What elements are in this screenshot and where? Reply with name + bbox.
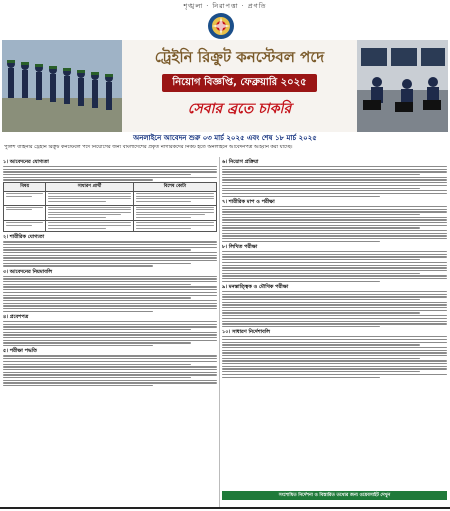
control-room-photo xyxy=(357,40,448,132)
text-line xyxy=(136,193,214,194)
text-line xyxy=(222,166,447,167)
text-line xyxy=(222,217,447,218)
text-line xyxy=(222,326,380,327)
text-line xyxy=(222,302,447,303)
section-body xyxy=(222,336,447,378)
text-line xyxy=(3,380,217,381)
text-line xyxy=(3,284,191,285)
text-line xyxy=(222,174,420,175)
application-deadline: অনলাইনে আবেদন শুরু ০৩ মার্চ ২০২৫ এবং শেষ ১৮ মার্চ ২০২৫ xyxy=(133,134,317,142)
text-line xyxy=(222,169,447,170)
text-line xyxy=(3,308,217,309)
text-line xyxy=(222,304,447,305)
text-line xyxy=(3,265,153,266)
text-line xyxy=(3,361,217,362)
text-line xyxy=(222,262,447,263)
section-body xyxy=(3,355,217,386)
text-line xyxy=(222,336,447,337)
text-line xyxy=(136,196,214,197)
text-line xyxy=(3,255,217,256)
text-line xyxy=(222,296,447,297)
text-line xyxy=(222,347,447,348)
text-line xyxy=(222,265,447,266)
text-line xyxy=(3,260,217,261)
text-line xyxy=(222,227,420,228)
text-line xyxy=(222,352,447,353)
right-column xyxy=(222,157,447,507)
text-line xyxy=(222,259,420,260)
text-line xyxy=(222,233,447,234)
text-line xyxy=(222,185,447,186)
text-line xyxy=(3,174,191,175)
section-body xyxy=(3,276,217,312)
text-line xyxy=(222,222,447,223)
text-line xyxy=(222,193,447,194)
text-line xyxy=(3,166,217,167)
text-line xyxy=(222,363,447,364)
motto: শৃঙ্খলা · নিরাপত্তা · প্রগতি xyxy=(183,2,267,10)
table-header-cell: বিশেষ কোটা xyxy=(133,183,216,192)
text-line xyxy=(3,281,217,282)
text-line xyxy=(222,321,447,322)
text-line xyxy=(222,177,447,178)
text-line xyxy=(48,212,130,213)
intro-text: পুলিশ বাহিনীর ট্রেইনি রিক্রুট কনস্টেবল পদে নিয়োগের জন্য বাংলাদেশের প্রকৃত নাগরিকদের নিকট হতে অনলাইনে আবেদনপত্র আহ্বান করা যাচ্ছে। xyxy=(4,145,293,150)
column-divider xyxy=(219,157,220,507)
section-body xyxy=(222,166,447,197)
section-title: ৫। পরীক্ষা পদ্ধতি xyxy=(3,348,37,355)
text-line xyxy=(136,198,214,199)
text-line xyxy=(48,207,130,208)
text-line xyxy=(48,201,106,202)
text-line xyxy=(3,263,191,264)
text-line xyxy=(3,337,217,338)
title-band xyxy=(122,40,357,132)
table-cell xyxy=(133,205,216,221)
text-line xyxy=(3,364,191,365)
text-line xyxy=(222,307,447,308)
table-cell xyxy=(46,221,133,232)
text-line xyxy=(222,339,447,340)
text-line xyxy=(48,214,121,215)
text-line xyxy=(136,207,214,208)
text-line xyxy=(3,382,217,383)
police-emblem-icon xyxy=(206,11,236,41)
text-line xyxy=(3,241,217,242)
text-line xyxy=(222,211,447,212)
table-cell xyxy=(46,192,133,205)
text-line xyxy=(6,225,32,226)
text-line xyxy=(136,212,214,213)
text-line xyxy=(222,278,447,279)
section-title: ৪। প্রবেশপত্র xyxy=(3,313,29,320)
text-line xyxy=(3,311,153,312)
text-line xyxy=(3,355,217,356)
table-cell xyxy=(4,205,46,221)
text-line xyxy=(3,257,217,258)
section-title: ২। শারীরিক যোগ্যতা xyxy=(3,234,45,241)
text-line xyxy=(222,275,447,276)
text-line xyxy=(48,228,106,229)
text-line xyxy=(222,188,420,189)
text-line xyxy=(222,299,420,300)
text-line xyxy=(222,366,447,367)
text-line xyxy=(3,321,217,322)
slogan: সেবার ব্রতে চাকরি xyxy=(187,101,292,117)
text-line xyxy=(222,318,447,319)
text-line xyxy=(222,182,447,183)
text-line xyxy=(3,358,217,359)
text-line xyxy=(6,209,32,210)
section-title: ৯। মনস্তাত্ত্বিক ও মৌখিক পরীক্ষা xyxy=(222,283,289,290)
text-line xyxy=(222,225,447,226)
table-cell xyxy=(4,221,46,232)
text-line xyxy=(222,219,447,220)
text-line xyxy=(222,312,420,313)
text-line xyxy=(136,225,214,226)
section-body xyxy=(222,251,447,282)
left-column xyxy=(3,157,217,507)
text-line xyxy=(48,198,130,199)
text-line xyxy=(3,249,191,250)
text-line xyxy=(3,324,217,325)
text-line xyxy=(222,310,447,311)
text-line xyxy=(3,289,217,290)
text-line xyxy=(136,209,214,210)
text-line xyxy=(222,214,420,215)
text-line xyxy=(3,276,217,277)
text-line xyxy=(222,360,447,361)
text-line xyxy=(222,238,447,239)
text-line xyxy=(222,256,447,257)
text-line xyxy=(222,230,447,231)
text-line xyxy=(222,196,380,197)
text-line xyxy=(6,196,32,197)
text-line xyxy=(222,270,447,271)
text-line xyxy=(3,369,217,370)
text-line xyxy=(222,179,447,180)
text-line xyxy=(3,340,217,341)
text-line xyxy=(3,286,217,287)
text-line xyxy=(3,377,191,378)
section-body xyxy=(3,166,217,181)
text-line xyxy=(222,371,420,372)
text-line xyxy=(3,342,191,343)
text-line xyxy=(3,345,153,346)
text-line xyxy=(222,374,447,375)
text-line xyxy=(222,241,380,242)
text-line xyxy=(3,169,217,170)
section-title: ৬। নিয়োগ প্রক্রিয়া xyxy=(222,159,259,165)
text-line xyxy=(48,222,130,223)
text-line xyxy=(136,201,191,202)
text-line xyxy=(222,323,447,324)
text-line xyxy=(3,326,217,327)
text-line xyxy=(222,273,420,274)
notice-title: ট্রেইনি রিক্রুট কনস্টেবল পদে xyxy=(154,48,325,66)
text-line xyxy=(6,193,43,194)
text-line xyxy=(48,196,130,197)
text-line xyxy=(222,281,380,282)
text-line xyxy=(222,267,447,268)
text-line xyxy=(222,315,447,316)
text-line xyxy=(3,374,217,375)
section-body xyxy=(222,206,447,242)
section-body xyxy=(3,241,217,266)
text-line xyxy=(3,247,217,248)
text-line xyxy=(48,225,130,226)
text-line xyxy=(222,235,447,236)
text-line xyxy=(222,294,447,295)
text-line xyxy=(3,297,191,298)
text-line xyxy=(3,171,217,172)
text-line xyxy=(3,252,217,253)
text-line xyxy=(6,222,43,223)
marching-police-photo xyxy=(2,40,122,132)
text-line xyxy=(3,300,217,301)
bottom-rule xyxy=(0,507,450,509)
section-title: ৭। শারীরিক মাপ ও পরীক্ষা xyxy=(222,198,275,205)
notice-subtitle: নিয়োগ বিজ্ঞপ্তি, ফেব্রুয়ারি ২০২৫ xyxy=(162,74,317,92)
text-line xyxy=(222,251,447,252)
text-line xyxy=(222,377,380,378)
footer-note-bar: সংশোধিত নির্দেশনা ও বিস্তারিত তথ্যের জন্য ওয়েবসাইট দেখুন xyxy=(222,491,447,500)
header-banner xyxy=(2,40,448,132)
text-line xyxy=(222,368,447,369)
text-line xyxy=(222,358,420,359)
text-line xyxy=(3,332,217,333)
section-title: ১০। সাধারণ নির্দেশাবলি xyxy=(222,329,270,336)
text-line xyxy=(3,305,217,306)
text-line xyxy=(3,292,217,293)
text-line xyxy=(3,334,217,335)
text-line xyxy=(3,244,217,245)
section-title: ৮। লিখিত পরীক্ষা xyxy=(222,244,258,251)
text-line xyxy=(3,303,217,304)
section-title: ১। আবেদনের যোগ্যতা xyxy=(3,159,49,165)
text-line xyxy=(3,329,191,330)
text-line xyxy=(3,372,217,373)
eligibility-table xyxy=(3,182,217,232)
text-line xyxy=(222,171,447,172)
text-line xyxy=(136,228,191,229)
text-line xyxy=(222,344,420,345)
section-title: ৩। আবেদনের নিয়মাবলি xyxy=(3,268,53,275)
text-line xyxy=(3,385,153,386)
text-line xyxy=(48,209,130,210)
text-line xyxy=(222,291,447,292)
text-line xyxy=(222,206,447,207)
text-line xyxy=(48,217,106,218)
text-line xyxy=(3,366,217,367)
text-line xyxy=(222,190,447,191)
table-header-cell: বিষয় xyxy=(4,183,46,192)
text-line xyxy=(48,193,130,194)
text-line xyxy=(3,177,217,178)
text-line xyxy=(136,214,205,215)
text-line xyxy=(222,254,447,255)
table-cell xyxy=(46,205,133,221)
text-line xyxy=(6,207,43,208)
text-line xyxy=(222,350,447,351)
text-line xyxy=(3,278,217,279)
table-cell xyxy=(133,192,216,205)
text-line xyxy=(3,179,153,180)
text-line xyxy=(222,209,447,210)
section-body xyxy=(222,291,447,327)
text-line xyxy=(3,295,217,296)
table-header-cell: সাধারণ প্রার্থী xyxy=(46,183,133,192)
text-line xyxy=(136,217,191,218)
table-cell xyxy=(133,221,216,232)
text-line xyxy=(222,342,447,343)
table-cell xyxy=(4,192,46,205)
text-line xyxy=(222,355,447,356)
text-line xyxy=(136,222,214,223)
section-body xyxy=(3,321,217,346)
